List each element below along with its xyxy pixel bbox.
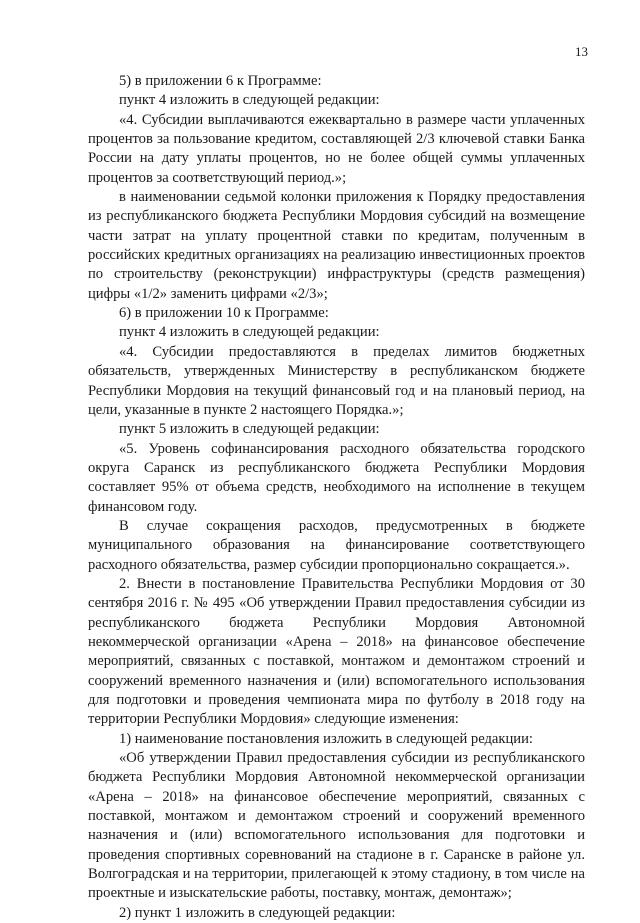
page-number: 13 xyxy=(575,44,588,59)
paragraph: пункт 4 изложить в следующей редакции: xyxy=(119,92,380,109)
paragraph: 5) в приложении 6 к Программе: xyxy=(119,73,322,89)
paragraph: В случае сокращения расходов, предусмотренных в бюджете муниципального образования на финансирование соответствующего расходного обязательства, размер субсидии пропорционально сокращается.». xyxy=(88,517,585,573)
document-body xyxy=(88,72,585,923)
paragraph: «4. Субсидии выплачиваются ежеквартально в размере части уплаченных процентов за пользование кредитом, составляющей 2/3 ключевой ставки Банка России на дату уплаты процентов, но не более общей суммы уплаченных процентов за соответствующий период.»; xyxy=(88,111,585,186)
paragraph: «5. Уровень софинансирования расходного обязательства городского округа Саранск из республиканского бюджета Республики Мордовия составляет 95% от объема средств, необходимого на исполнение в текущем финансовом году. xyxy=(88,440,585,515)
paragraph: 2) пункт 1 изложить в следующей редакции: xyxy=(119,904,396,921)
paragraph: «4. Субсидии предоставляются в пределах лимитов бюджетных обязательств, утвержденных Министерству в республиканском бюджете Республики Мордовия на текущий финансовый год и на плановый период, на цели, указанные в пункте 2 настоящего Порядка.»; xyxy=(88,343,585,418)
paragraph: пункт 5 изложить в следующей редакции: xyxy=(119,421,380,438)
paragraph: «Об утверждении Правил предоставления субсидии из республиканского бюджета Республики Мордовия Автономной некоммерческой организации «Арена – 2018» на финансовое обеспечение мероприятий, связанных с поставкой, монтажом и демонтажом строений и сооружений временного назначения и (или) вспомогательного использования для подготовки и проведения спортивных соревнований на стадионе в г. Саранске в районе ул. Волгоградская и на территории, прилегающей к этому стадиону, в том числе на проектные и изыскательские работы, поставку, монтаж, демонтаж»; xyxy=(88,750,585,902)
paragraph: пункт 4 изложить в следующей редакции: xyxy=(119,324,380,341)
paragraph: 2. Внести в постановление Правительства Республики Мордовия от 30 сентября 2016 г. № 495 «Об утверждении Правил предоставления субсидии из республиканского бюджета Республики Мордовия Автономной некоммерческой организации «Арена – 2018» на финансовое обеспечение мероприятий, связанных с поставкой, монтажом и демонтажом строений и сооружений временного назначения и (или) вспомогательного использования для подготовки и проведения чемпионата мира по футболу в 2018 году на территории Республики Мордовия» следующие изменения: xyxy=(88,575,585,728)
paragraph: 1) наименование постановления изложить в следующей редакции: xyxy=(119,730,533,747)
paragraph: в наименовании седьмой колонки приложения к Порядку предоставления из республиканского бюджета Республики Мордовия субсидий на возмещение части затрат на уплату процентной ставки по кредитам, полученным в российских кредитных организациях на реализацию инвестиционных проектов по строительству (реконструкции) инфраструктуры (средств размещения) цифры «1/2» заменить цифрами «2/3»; xyxy=(88,189,585,302)
paragraph: 6) в приложении 10 к Программе: xyxy=(119,305,329,322)
